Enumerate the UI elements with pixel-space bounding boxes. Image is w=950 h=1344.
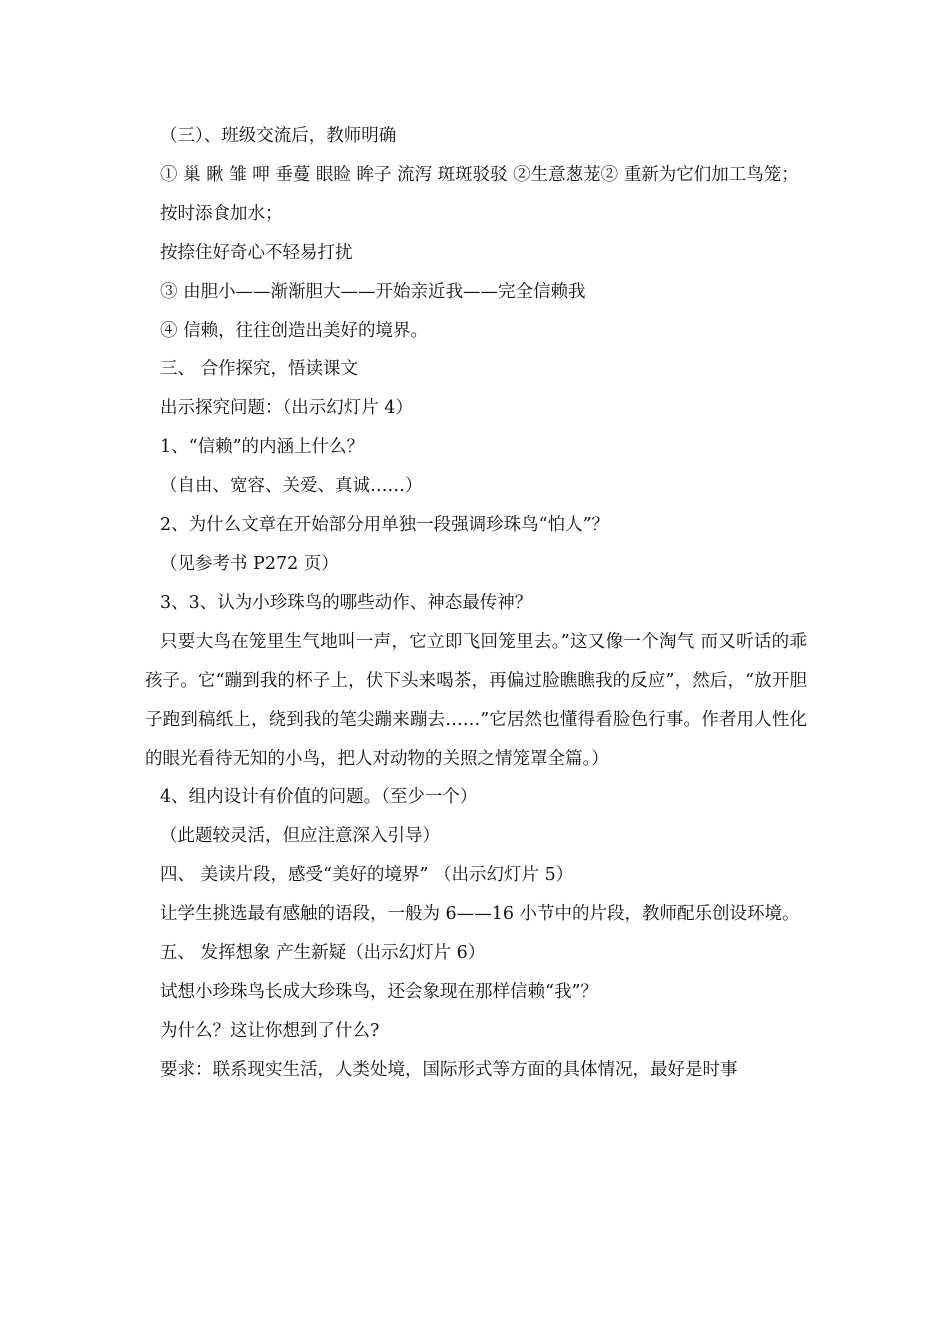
- paragraph-1: （三）、班级交流后，教师明确: [160, 126, 397, 146]
- paragraph-2: ① 巢 瞅 雏 呷 垂蔓 眼睑 眸子 流泻 斑斑驳驳 ②生意葱茏② 重新为它们加工鸟笼；: [160, 164, 799, 185]
- paragraph-3: 按时添食加水；: [160, 203, 283, 224]
- paragraph-7: 三、 合作探究，悟读课文: [160, 359, 359, 380]
- paragraph-19: 五、 发挥想象 产生新疑（出示幻灯片 6）: [160, 943, 486, 964]
- paragraph-17: 四、 美读片段，感受“美好的境界” （出示幻灯片 5）: [160, 865, 574, 886]
- paragraph-9: 1、“信赖”的内涵上什么？: [160, 437, 365, 458]
- paragraph-22: 要求：联系现实生活，人类处境，国际形式等方面的具体情况，最好是时事: [160, 1059, 738, 1080]
- paragraph-13: 3、3、认为小珍珠鸟的哪些动作、神态最传神？: [160, 592, 533, 613]
- document-body: [145, 117, 807, 1090]
- paragraph-21: 为什么？这让你想到了什么?: [160, 1020, 380, 1041]
- paragraph-20: 试想小珍珠鸟长成大珍珠鸟，还会象现在那样信赖“我”？: [160, 981, 598, 1002]
- paragraph-10: （自由、宽容、关爱、真诚……）: [160, 476, 423, 497]
- paragraph-16: （此题较灵活，但应注意深入引导）: [160, 826, 440, 847]
- paragraph-11: 2、为什么文章在开始部分用单独一段强调珍珠鸟“怕人”？: [160, 515, 610, 536]
- paragraph-6: ④ 信赖，往往创造出美好的境界。: [160, 320, 429, 341]
- paragraph-15: 4、组内设计有价值的问题。（至少一个）: [160, 787, 478, 808]
- paragraph-8: 出示探究问题：（出示幻灯片 4）: [160, 398, 413, 419]
- paragraph-12: （见参考书 P272 页）: [160, 553, 339, 574]
- paragraph-14: 只要大鸟在笼里生气地叫一声，它立即飞回笼里去。”这又像一个淘气 而又听话的乖孩子。它“蹦到我的杯子上，伏下头来喝茶，再偏过脸瞧瞧我的反应”，然后，“放开胆子跑到稿纸上，绕到我的笔尖蹦来蹦去……”它居然也懂得看脸色行事。作者用人性化的眼光看待无知的小鸟，把人对动物的关照之情笼罩全篇。）: [145, 631, 807, 769]
- paragraph-18: 让学生挑选最有感触的语段，一般为 6——16 小节中的片段，教师配乐创设环境。: [160, 904, 800, 925]
- paragraph-5: ③ 由胆小——渐渐胆大——开始亲近我——完全信赖我: [160, 281, 586, 302]
- paragraph-4: 按捺住好奇心不轻易打扰: [160, 242, 353, 263]
